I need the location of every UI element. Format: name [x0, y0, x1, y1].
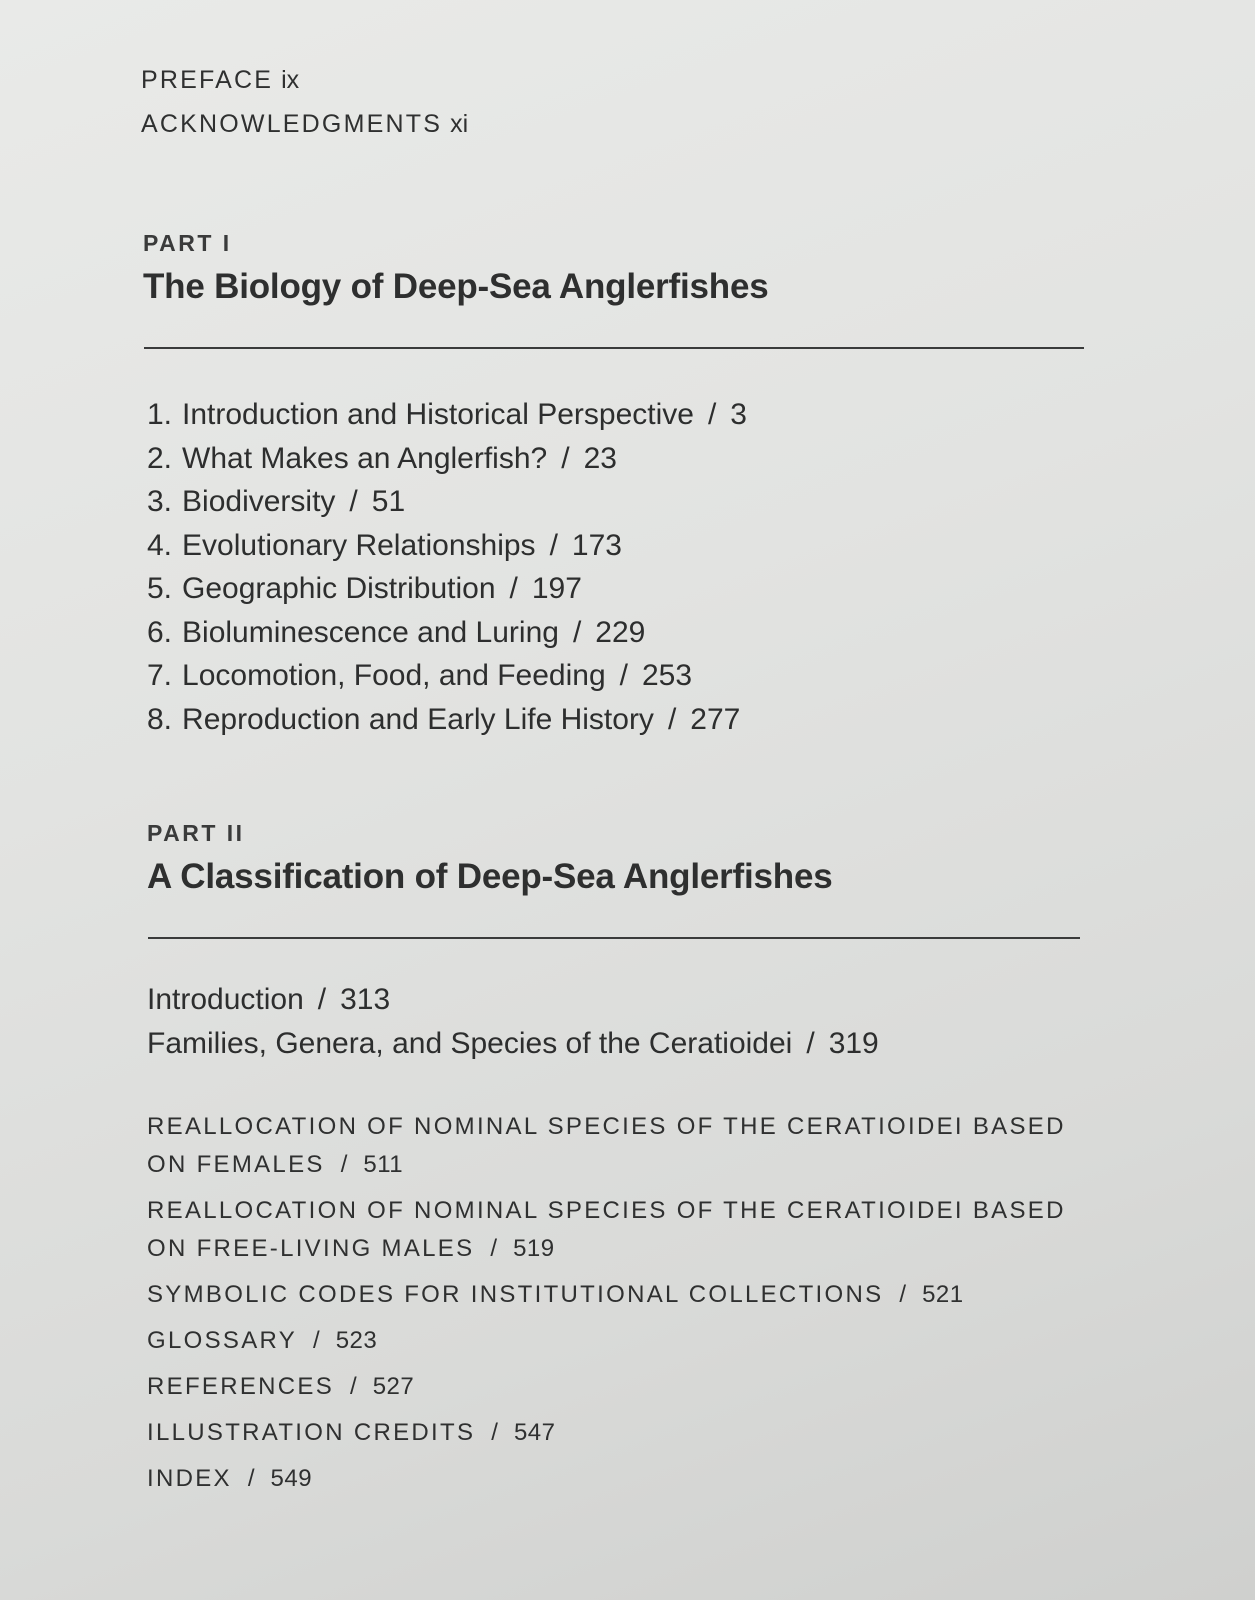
separator: /	[317, 983, 327, 1016]
chapter-title: Locomotion, Food, and Feeding	[182, 659, 606, 692]
toc-entry-references	[147, 1368, 1107, 1406]
separator: /	[899, 1281, 907, 1308]
separator: /	[549, 528, 558, 562]
chapter-title: Biodiversity	[182, 485, 336, 518]
chapter-entry	[147, 567, 747, 611]
chapter-page: 229	[595, 615, 646, 649]
chapter-entry	[147, 524, 747, 568]
chapter-number: 2.	[147, 441, 173, 475]
entry-label: REALLOCATION OF NOMINAL SPECIES OF THE CERATIOIDEI BASED ON FEMALES	[147, 1113, 1066, 1178]
toc-entry-preface	[141, 58, 468, 102]
separator: /	[247, 1465, 255, 1492]
chapter-number: 3.	[147, 485, 173, 518]
back-matter	[147, 1108, 1107, 1506]
entry-label: REALLOCATION OF NOMINAL SPECIES OF THE CERATIOIDEI BASED ON FREE-LIVING MALES	[147, 1197, 1066, 1262]
entry-label: ILLUSTRATION CREDITS	[147, 1419, 476, 1446]
part-2-section-list	[147, 978, 879, 1066]
part-label: PART I	[143, 230, 232, 256]
part-label: PART II	[147, 820, 245, 846]
entry-page: 549	[270, 1465, 313, 1492]
entry-page: ix	[281, 66, 300, 94]
part-title: A Classification of Deep-Sea Anglerfishes	[147, 857, 833, 896]
part-1-heading	[143, 230, 769, 307]
chapter-page: 3	[730, 398, 747, 431]
entry-page: 523	[335, 1327, 378, 1354]
chapter-entry	[147, 437, 747, 481]
part-2-heading	[147, 820, 833, 897]
entry-label: SYMBOLIC CODES FOR INSTITUTIONAL COLLECTIONS	[147, 1281, 884, 1308]
part-title: The Biology of Deep-Sea Anglerfishes	[143, 267, 769, 306]
separator: /	[490, 1235, 498, 1262]
entry-label: ACKNOWLEDGMENTS	[141, 110, 443, 138]
chapter-title: Reproduction and Early Life History	[182, 702, 654, 736]
chapter-number: 6.	[147, 615, 173, 649]
entry-label: INDEX	[147, 1465, 232, 1492]
chapter-title: What Makes an Anglerfish?	[182, 441, 548, 475]
chapter-page: 173	[571, 528, 622, 562]
part-2-divider	[148, 937, 1080, 939]
entry-page: 521	[922, 1281, 964, 1308]
separator: /	[707, 398, 717, 431]
section-title: Introduction	[147, 983, 304, 1016]
separator: /	[350, 1373, 357, 1400]
chapter-page: 277	[690, 702, 741, 736]
separator: /	[667, 702, 677, 736]
part-1-divider	[144, 347, 1084, 349]
section-page: 319	[828, 1027, 879, 1060]
entry-page: 511	[363, 1151, 404, 1178]
separator: /	[806, 1027, 815, 1060]
separator: /	[340, 1151, 348, 1178]
chapter-number: 5.	[147, 572, 173, 605]
chapter-entry	[147, 698, 747, 742]
separator: /	[619, 659, 628, 692]
chapter-title: Geographic Distribution	[182, 572, 496, 605]
chapter-page: 51	[371, 485, 406, 518]
section-page: 313	[340, 983, 391, 1016]
chapter-entry	[147, 480, 747, 524]
toc-entry-acknowledgments	[141, 102, 468, 146]
chapter-page: 23	[583, 441, 617, 475]
entry-page: 527	[372, 1373, 415, 1400]
chapter-title: Bioluminescence and Luring	[182, 615, 559, 649]
separator: /	[313, 1327, 320, 1354]
toc-entry-illustration-credits	[147, 1414, 1107, 1452]
chapter-number: 8.	[147, 702, 173, 736]
front-matter	[141, 58, 468, 146]
part-1-chapter-list	[147, 393, 747, 741]
toc-entry-index	[147, 1460, 1107, 1498]
section-title: Families, Genera, and Species of the Ceratioidei	[147, 1027, 793, 1060]
chapter-number: 4.	[147, 528, 173, 562]
chapter-page: 197	[531, 572, 582, 605]
chapter-entry	[147, 393, 747, 437]
toc-entry-symbolic-codes	[147, 1276, 1107, 1314]
chapter-entry	[147, 611, 747, 655]
toc-entry-glossary	[147, 1322, 1107, 1360]
section-entry	[147, 1022, 879, 1066]
chapter-title: Introduction and Historical Perspective	[182, 398, 694, 431]
entry-label: GLOSSARY	[147, 1327, 298, 1354]
toc-entry-reallocation-females	[147, 1108, 1107, 1184]
chapter-page: 253	[642, 659, 693, 692]
separator: /	[349, 485, 358, 518]
separator: /	[509, 572, 518, 605]
chapter-number: 7.	[147, 659, 173, 692]
chapter-entry	[147, 654, 747, 698]
chapter-title: Evolutionary Relationships	[182, 528, 536, 562]
section-entry	[147, 978, 879, 1022]
entry-page: 547	[513, 1419, 556, 1446]
chapter-number: 1.	[147, 398, 173, 431]
entry-page: xi	[450, 110, 469, 138]
separator: /	[491, 1419, 498, 1446]
entry-page: 519	[513, 1235, 555, 1262]
entry-label: PREFACE	[141, 66, 274, 94]
toc-entry-reallocation-males	[147, 1192, 1107, 1268]
entry-label: REFERENCES	[147, 1373, 335, 1400]
separator: /	[561, 441, 570, 475]
separator: /	[572, 615, 582, 649]
